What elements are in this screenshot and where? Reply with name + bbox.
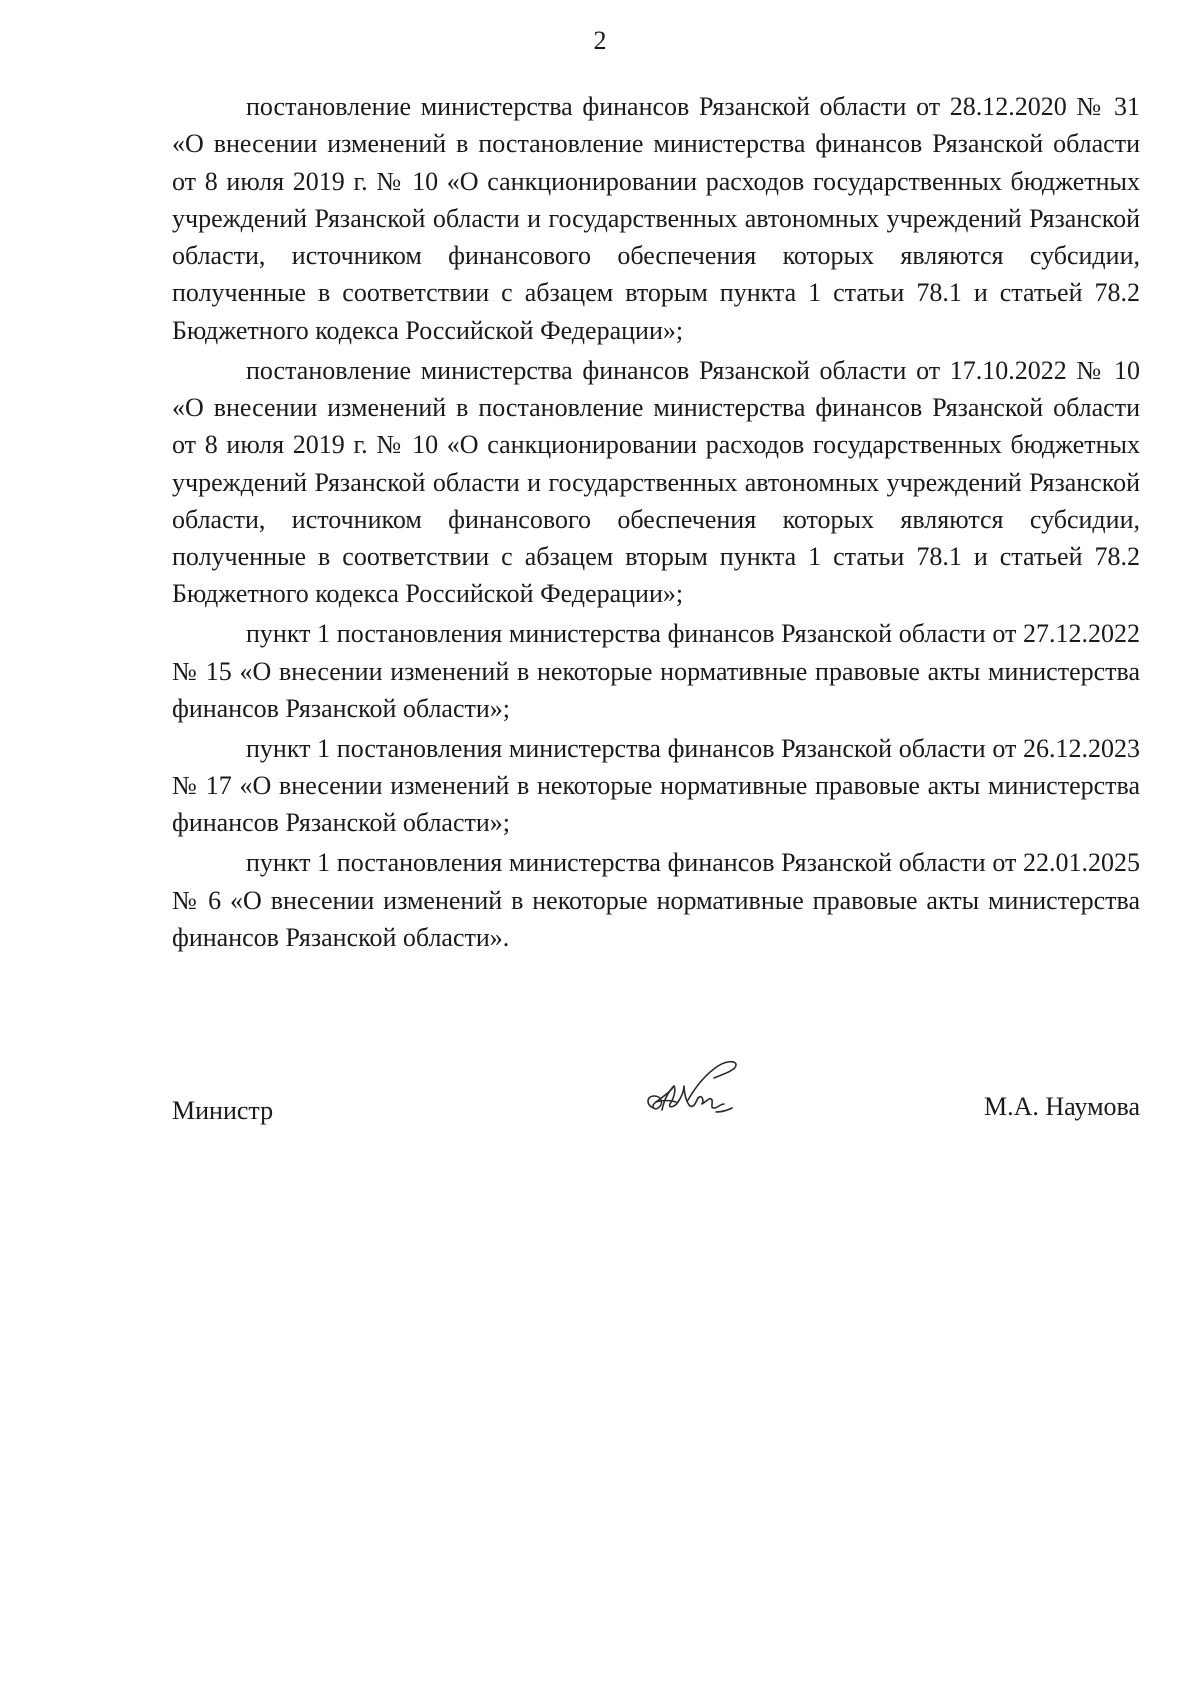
- paragraph-3: пункт 1 постановления министерства финансов Рязанской области от 27.12.2022 № 15 «О внесении изменений в некоторые нормативные правовые акты министерства финансов Рязанской области»;: [172, 619, 1140, 723]
- paragraph-5: пункт 1 постановления министерства финансов Рязанской области от 22.01.2025 № 6 «О внесении изменений в некоторые нормативные правовые акты министерства финансов Рязанской области».: [172, 848, 1140, 952]
- paragraph-1: постановление министерства финансов Рязанской области от 28.12.2020 № 31 «О внесении изменений в постановление министерства финансов Рязанской области от 8 июля 2019 г. № 10 «О санкционировании расходов государственных бюджетных учреждений Рязанской области и государственных автономных учреждений Рязанской области, источником финансового обеспечения которых являются субсидии, полученные в соответствии с абзацем вторым пункта 1 статьи 78.1 и статьей 78.2 Бюджетного кодекса Российской Федерации»;: [172, 92, 1140, 345]
- signature-block: [172, 1082, 1140, 1142]
- paragraph-2: постановление министерства финансов Рязанской области от 17.10.2022 № 10 «О внесении изменений в постановление министерства финансов Рязанской области от 8 июля 2019 г. № 10 «О санкционировании расходов государственных бюджетных учреждений Рязанской области и государственных автономных учреждений Рязанской области, источником финансового обеспечения которых являются субсидии, полученные в соответствии с абзацем вторым пункта 1 статьи 78.1 и статьей 78.2 Бюджетного кодекса Российской Федерации»;: [172, 355, 1140, 609]
- paragraph-4: пункт 1 постановления министерства финансов Рязанской области от 26.12.2023 № 17 «О внесении изменений в некоторые нормативные правовые акты министерства финансов Рязанской области»;: [172, 733, 1140, 838]
- page-number: 2: [593, 26, 607, 55]
- handwritten-signature: [640, 1056, 750, 1126]
- signatory-name: М.А. Наумова: [984, 1092, 1140, 1121]
- document-body: [172, 88, 1140, 959]
- signatory-position: Министр: [172, 1096, 274, 1125]
